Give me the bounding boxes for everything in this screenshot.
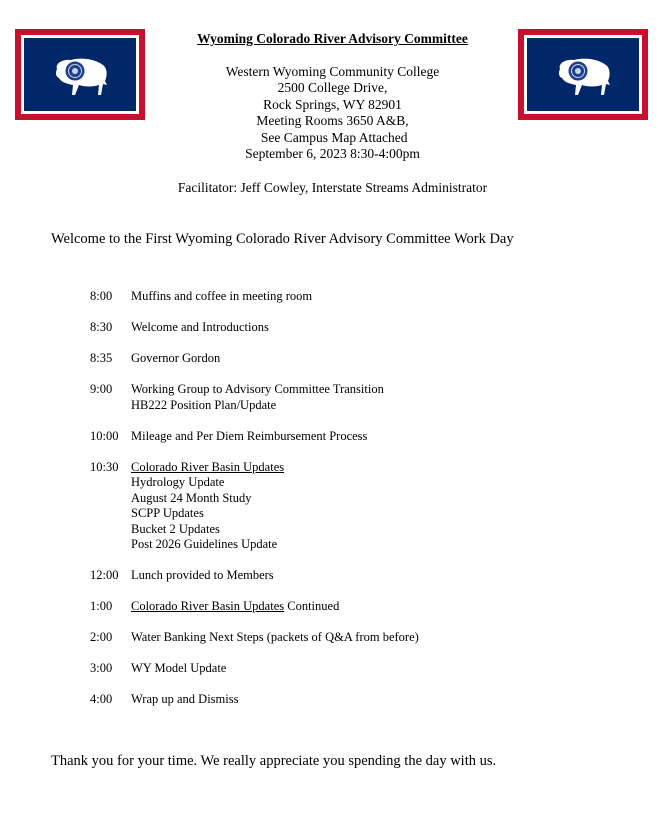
agenda-time: 1:00 bbox=[90, 599, 113, 614]
address-line: 2500 College Drive, bbox=[277, 80, 388, 95]
agenda-subitem: Hydrology Update bbox=[131, 475, 225, 490]
agenda-time: 4:00 bbox=[90, 692, 113, 707]
address-line: See Campus Map Attached bbox=[257, 129, 408, 145]
welcome-heading: Welcome to the First Wyoming Colorado River Advisory Committee Work Day bbox=[51, 231, 514, 247]
agenda-time: 3:00 bbox=[90, 661, 113, 676]
agenda-subitem: HB222 Position Plan/Update bbox=[131, 397, 277, 412]
agenda-title: WY Model Update bbox=[131, 661, 227, 676]
agenda-item bbox=[90, 599, 419, 615]
address-line: Rock Springs, WY 82901 bbox=[263, 96, 402, 112]
agenda-time: 9:00 bbox=[90, 381, 113, 396]
agenda-item bbox=[90, 382, 419, 413]
agenda-title: Mileage and Per Diem Reimbursement Process bbox=[131, 428, 368, 443]
agenda-item bbox=[90, 289, 419, 305]
agenda-title: Water Banking Next Steps (packets of Q&A from before) bbox=[131, 630, 419, 645]
agenda-time: 2:00 bbox=[90, 630, 113, 645]
address-line: Western Wyoming Community College bbox=[225, 63, 440, 79]
wyoming-flag-icon bbox=[518, 29, 648, 120]
agenda-time: 8:35 bbox=[90, 350, 113, 365]
agenda-title-underlined: Colorado River Basin Updates bbox=[131, 459, 285, 474]
agenda-time: 10:30 bbox=[90, 459, 119, 474]
agenda-item bbox=[90, 460, 419, 554]
agenda-item bbox=[90, 351, 419, 367]
agenda-subitem: Post 2026 Guidelines Update bbox=[131, 537, 278, 552]
agenda-subitem: Bucket 2 Updates bbox=[131, 521, 220, 536]
document-header bbox=[150, 31, 515, 196]
agenda-item bbox=[90, 320, 419, 336]
meeting-date: September 6, 2023 8:30-4:00pm bbox=[245, 146, 420, 161]
agenda-title: Working Group to Advisory Committee Transition bbox=[131, 381, 384, 396]
closing-message: Thank you for your time. We really appreciate you spending the day with us. bbox=[51, 753, 497, 769]
address-line: Meeting Rooms 3650 A&B, bbox=[256, 113, 409, 128]
agenda-title: Muffins and coffee in meeting room bbox=[131, 289, 313, 303]
wyoming-flag-icon bbox=[15, 29, 145, 120]
agenda-time: 8:00 bbox=[90, 289, 113, 303]
bison-seal-icon bbox=[15, 29, 145, 120]
agenda-subitem: August 24 Month Study bbox=[131, 490, 252, 505]
agenda-title-suffix: Continued bbox=[284, 599, 340, 614]
agenda-title: Governor Gordon bbox=[131, 350, 221, 365]
agenda-title: Lunch provided to Members bbox=[131, 568, 274, 583]
agenda-time: 10:00 bbox=[90, 428, 119, 443]
agenda-title: Wrap up and Dismiss bbox=[131, 692, 239, 707]
agenda-time: 12:00 bbox=[90, 568, 119, 583]
facilitator: Facilitator: Jeff Cowley, Interstate Streams Administrator bbox=[177, 179, 488, 195]
agenda-item bbox=[90, 630, 419, 646]
agenda-title-underlined: Colorado River Basin Updates bbox=[131, 599, 285, 614]
agenda-item bbox=[90, 429, 419, 445]
agenda-item bbox=[90, 568, 419, 584]
agenda-item bbox=[90, 661, 419, 677]
bison-seal-icon bbox=[518, 29, 648, 120]
agenda-item bbox=[90, 692, 419, 708]
agenda-list bbox=[90, 289, 419, 723]
agenda-subitem: SCPP Updates bbox=[131, 506, 204, 521]
agenda-title: Welcome and Introductions bbox=[131, 319, 269, 334]
committee-title: Wyoming Colorado River Advisory Committee bbox=[197, 31, 468, 46]
agenda-time: 8:30 bbox=[90, 319, 113, 334]
